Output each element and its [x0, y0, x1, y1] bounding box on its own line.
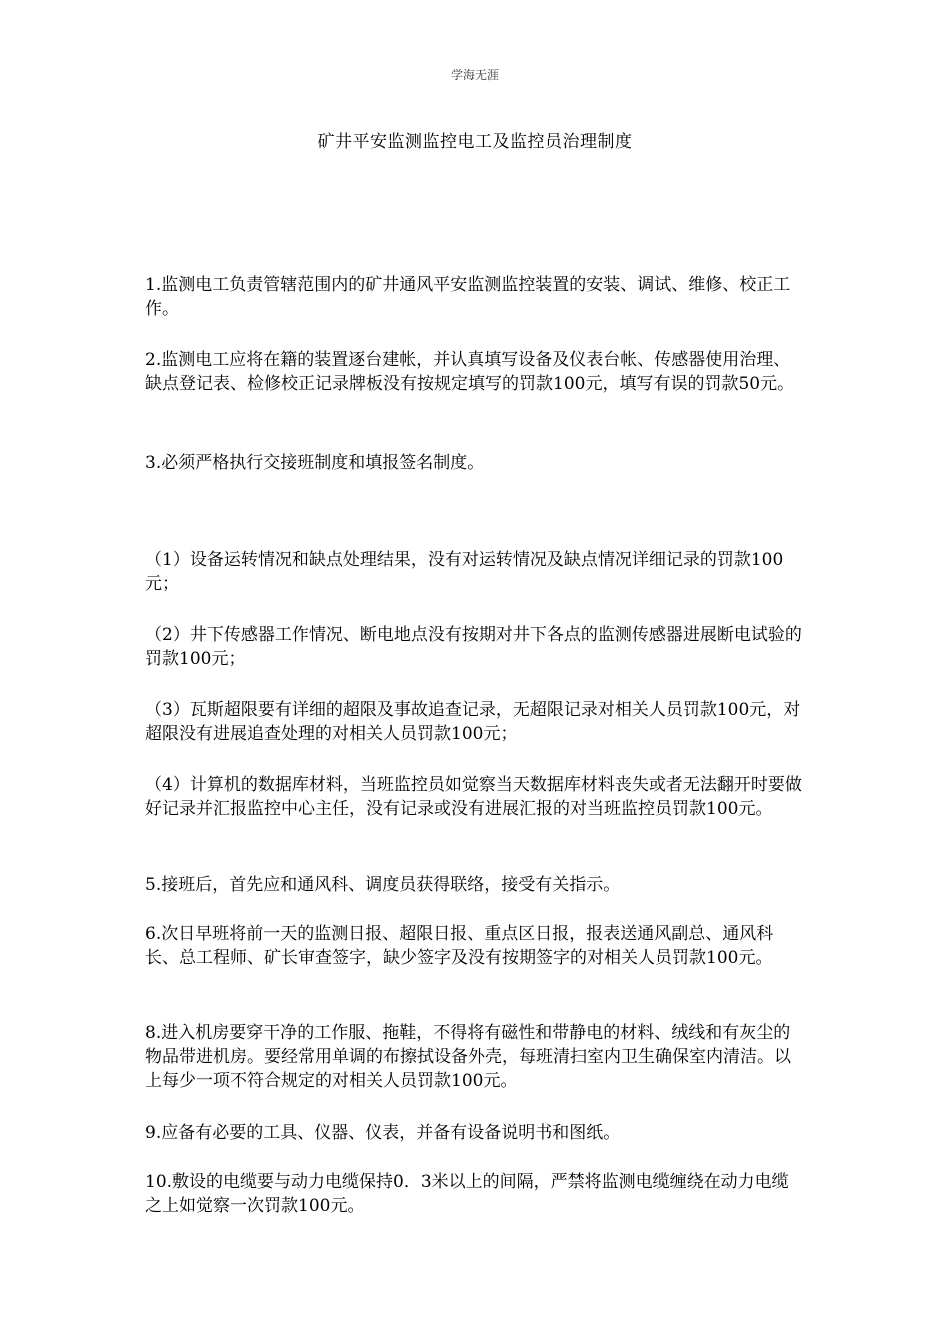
paragraph-8: 8.进入机房要穿干净的工作服、拖鞋，不得将有磁性和带静电的材料、绒线和有灰尘的物品带进机房。要经常用单调的布擦拭设备外壳，每班清扫室内卫生确保室内清洁。以上每少一项不符合规定的对相关人员罚款100元。 — [145, 1023, 791, 1091]
paragraph-5: 5.接班后，首先应和通风科、调度员获得联络，接受有关指示。 — [145, 875, 621, 895]
sub-item-4: （4）计算机的数据库材料，当班监控员如觉察当天数据库材料丧失或者无法翻开时要做好记录并汇报监控中心主任，没有记录或没有进展汇报的对当班监控员罚款100元。 — [145, 775, 802, 819]
sub-item-3: （3）瓦斯超限要有详细的超限及事故追查记录，无超限记录对相关人员罚款100元，对超限没有进展追查处理的对相关人员罚款100元； — [145, 700, 801, 744]
sub-item-1: （1）设备运转情况和缺点处理结果，没有对运转情况及缺点情况详细记录的罚款100元； — [145, 550, 784, 594]
paragraph-2: 2.监测电工应将在籍的装置逐台建帐，并认真填写设备及仪表台帐、传感器使用治理、缺点登记表、检修校正记录牌板没有按规定填写的罚款100元，填写有误的罚款50元。 — [145, 350, 795, 394]
paragraph-3: 3.必须严格执行交接班制度和填报签名制度。 — [145, 453, 485, 473]
paragraph-1: 1.监测电工负责管辖范围内的矿井通风平安监测监控装置的安装、调试、维修、校正工作。 — [145, 275, 791, 319]
paragraph-6: 6.次日早班将前一天的监测日报、超限日报、重点区日报，报表送通风副总、通风科长、总工程师、矿长审查签字，缺少签字及没有按期签字的对相关人员罚款100元。 — [145, 924, 774, 968]
paragraph-10: 10.敷设的电缆要与动力电缆保持0．3米以上的间隔，严禁将监测电缆缠绕在动力电缆之上如觉察一次罚款100元。 — [145, 1172, 789, 1216]
paragraph-9: 9.应备有必要的工具、仪器、仪表，并备有设备说明书和图纸。 — [145, 1123, 621, 1143]
document-title: 矿井平安监测监控电工及监控员治理制度 — [317, 132, 633, 152]
sub-item-2: （2）井下传感器工作情况、断电地点没有按期对井下各点的监测传感器进展断电试验的罚款100元； — [145, 625, 802, 669]
page-header: 学海无涯 — [450, 68, 499, 82]
